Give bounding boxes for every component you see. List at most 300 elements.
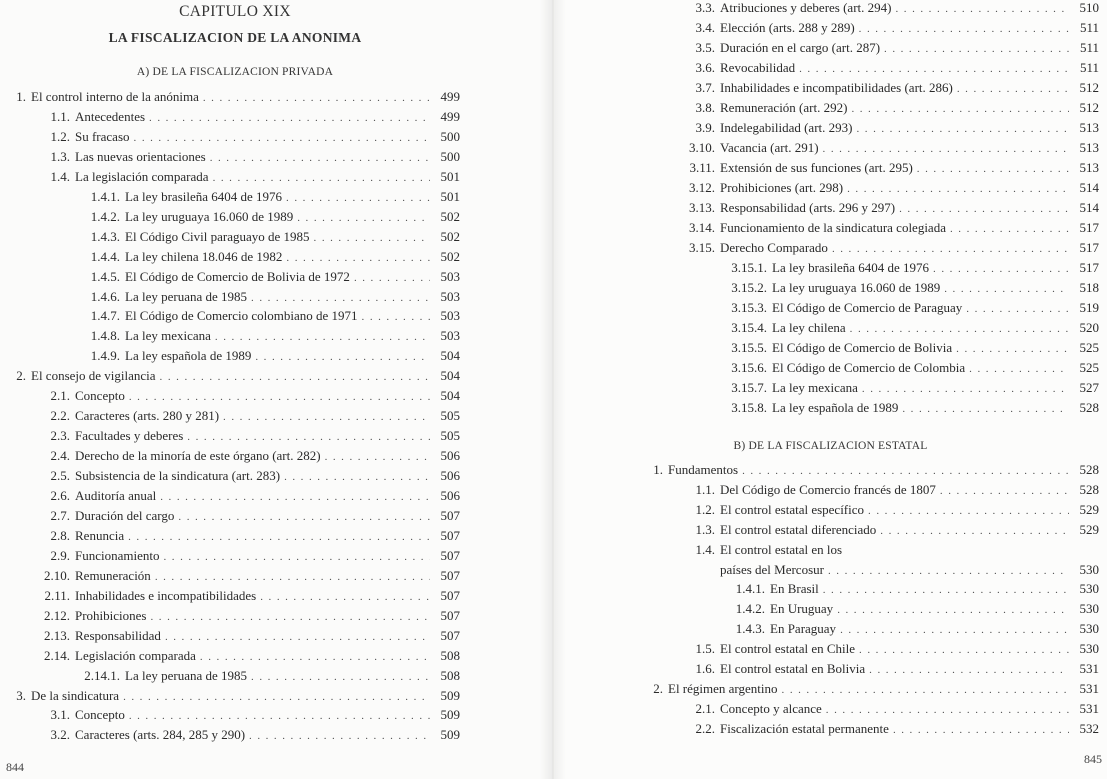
toc-entry-page: 502 — [440, 228, 460, 244]
dot-leader — [314, 228, 430, 248]
toc-entry-title: El consejo de vigilancia — [31, 368, 156, 384]
toc-entry — [30, 127, 460, 147]
toc-entry-title: Remuneración (art. 292) — [720, 100, 848, 115]
toc-entry-title: La ley uruguaya 16.060 de 1989 — [125, 208, 294, 224]
toc-entry-title: Revocabilidad — [720, 60, 796, 75]
toc-entry-number: 1.3. — [50, 148, 70, 164]
toc-entry-page: 509 — [440, 707, 460, 723]
toc-entry — [673, 480, 1099, 500]
toc-entry-page: 503 — [440, 268, 460, 284]
toc-entry-page: 525 — [1079, 360, 1099, 375]
toc-entry — [70, 227, 460, 247]
dot-leader — [899, 199, 1069, 219]
dot-leader — [823, 139, 1069, 159]
page-number-right: 845 — [1084, 752, 1102, 766]
toc-entry-title: Responsabilidad — [75, 627, 161, 643]
section-a-heading: A) DE LA FISCALIZACION PRIVADA — [136, 66, 334, 78]
dot-leader — [149, 108, 430, 128]
dot-leader — [823, 580, 1069, 600]
toc-entry-title: En Paraguay — [770, 621, 837, 637]
dot-leader — [782, 680, 1069, 700]
toc-entry-number: 3.9. — [695, 120, 715, 135]
toc-entry-title: países del Mercosur — [720, 561, 824, 577]
toc-entry-title: El régimen argentino — [668, 680, 778, 696]
toc-entry-title: Funcionamiento — [75, 547, 160, 563]
toc-entry — [70, 666, 460, 686]
toc-entry-number: 2.1. — [695, 700, 715, 716]
toc-entry-title: La ley brasileña 6404 de 1976 — [772, 260, 930, 275]
toc-entry-page: 512 — [1079, 80, 1099, 95]
dot-leader — [210, 148, 430, 168]
toc-entry — [70, 287, 460, 307]
toc-entry-page: 528 — [1079, 481, 1099, 497]
toc-entry — [669, 138, 1099, 158]
dot-leader — [832, 239, 1069, 259]
toc-entry-page: 514 — [1079, 180, 1099, 195]
toc-entry-number: 3.15.8. — [731, 400, 767, 415]
toc-entry-page: 531 — [1079, 661, 1099, 676]
toc-entry-title: El Código Civil paraguayo de 1985 — [125, 228, 310, 244]
toc-entry — [673, 520, 1099, 540]
toc-entry-number: 1.4.3. — [90, 228, 120, 244]
toc-entry-title: La ley peruana de 1985 — [125, 667, 248, 683]
toc-entry-number: 1.4. — [695, 541, 715, 557]
toc-entry-title: De la sindicatura — [31, 687, 120, 703]
toc-entry-title: La ley mexicana — [125, 328, 211, 344]
toc-entry-title: Responsabilidad (arts. 296 y 297) — [720, 200, 896, 215]
toc-entry-page: 501 — [440, 168, 460, 184]
toc-entry-number: 3.10. — [689, 140, 715, 155]
dot-leader — [969, 359, 1069, 379]
toc-entry-page: 501 — [440, 188, 460, 204]
dot-leader — [255, 347, 430, 367]
toc-entry — [70, 207, 460, 227]
toc-entry-page: 514 — [1079, 200, 1099, 215]
toc-entry-page: 528 — [1079, 462, 1099, 477]
toc-entry-number: 1.4. — [50, 168, 70, 184]
toc-entry — [30, 107, 460, 127]
toc-entry-title: Del Código de Comercio francés de 1807 — [720, 481, 936, 497]
dot-leader — [742, 461, 1069, 481]
toc-entry-title: El Código de Comercio de Bolivia — [772, 340, 953, 355]
toc-entry-number: 2.4. — [50, 448, 70, 464]
toc-entry-number: 1. — [16, 89, 26, 104]
chapter-heading: CAPITULO XIX — [179, 3, 291, 20]
dot-leader — [893, 720, 1069, 740]
dot-leader — [956, 339, 1069, 359]
toc-entry — [30, 446, 460, 466]
toc-entry-number: 2.14. — [44, 647, 70, 663]
toc-entry — [673, 699, 1099, 719]
toc-entry-number: 2.8. — [50, 527, 70, 543]
toc-entry-number: 1.4.8. — [90, 328, 120, 344]
toc-entry-title: Antecedentes — [75, 108, 146, 124]
toc-entry — [70, 187, 460, 207]
toc-entry-number: 3.15.1. — [731, 260, 767, 275]
toc-entry-number: 3.15.3. — [731, 300, 767, 315]
toc-entry — [30, 406, 460, 426]
toc-entry-number: 1.4.1. — [735, 581, 765, 597]
toc-entry-number: 3.1. — [50, 707, 70, 723]
toc-entry — [669, 218, 1099, 238]
toc-entry-number: 1.1. — [695, 481, 715, 497]
toc-entry-number: 3.15.5. — [731, 340, 767, 355]
toc-entry — [721, 599, 1099, 619]
toc-entry — [673, 540, 1099, 560]
toc-entry-title: La ley mexicana — [772, 380, 858, 395]
toc-entry-page: 511 — [1079, 40, 1099, 55]
toc-entry-number: 2.12. — [44, 607, 70, 623]
toc-entry — [30, 486, 460, 506]
toc-entry-page: 499 — [440, 108, 460, 124]
dot-leader — [260, 587, 430, 607]
toc-entry-number: 3.15.4. — [731, 320, 767, 335]
toc-entry-page: 529 — [1079, 521, 1099, 537]
toc-entry-page: 507 — [440, 547, 460, 563]
toc-entry-page: 505 — [440, 428, 460, 444]
toc-entry — [709, 398, 1099, 418]
toc-entry-title: La ley española de 1989 — [772, 400, 899, 415]
toc-entry-number: 1.4.6. — [90, 288, 120, 304]
toc-entry-number: 2.7. — [50, 507, 70, 523]
toc-entry-page: 503 — [440, 308, 460, 324]
dot-leader — [128, 527, 430, 547]
toc-entry-title: Caracteres (arts. 284, 285 y 290) — [75, 727, 246, 743]
left-page — [0, 0, 553, 779]
toc-entry-page: 507 — [440, 507, 460, 523]
toc-entry-page: 519 — [1079, 300, 1099, 315]
toc-entry-title: Elección (arts. 288 y 289) — [720, 20, 855, 35]
toc-entry-title: El control estatal en Chile — [720, 641, 856, 657]
dot-leader — [837, 600, 1069, 620]
dot-leader — [151, 607, 431, 627]
toc-entry — [30, 586, 460, 606]
toc-entry-page: 504 — [440, 388, 460, 404]
toc-entry-page: 503 — [440, 328, 460, 344]
toc-entry-page: 506 — [440, 448, 460, 464]
toc-entry — [669, 238, 1099, 258]
toc-entry-page: 508 — [440, 647, 460, 663]
toc-entry-title: La ley chilena — [772, 320, 846, 335]
toc-entry — [30, 526, 460, 546]
toc-entry-number: 1.3. — [695, 521, 715, 537]
dot-leader — [850, 319, 1069, 339]
toc-entry-number: 2.2. — [50, 408, 70, 424]
toc-entry — [30, 626, 460, 646]
toc-entry — [30, 546, 460, 566]
toc-entry — [673, 659, 1099, 679]
dot-leader — [178, 507, 430, 527]
dot-leader — [160, 487, 430, 507]
toc-entry-title: Concepto — [75, 388, 125, 404]
toc-entry — [70, 247, 460, 267]
toc-entry-title: Inhabilidades e incompatibilidades (art. 286) — [720, 80, 953, 95]
toc-entry — [70, 346, 460, 366]
toc-entry-page: 502 — [440, 248, 460, 264]
dot-leader — [187, 427, 430, 447]
dot-leader — [354, 268, 430, 288]
toc-entry-number: 3.4. — [695, 20, 715, 35]
toc-entry-page: 513 — [1079, 140, 1099, 155]
toc-entry-page: 528 — [1079, 400, 1099, 415]
dot-leader — [213, 168, 430, 188]
toc-entry-number: 1.4.3. — [735, 621, 765, 637]
toc-entry-page: 531 — [1079, 700, 1099, 716]
toc-entry-title: Subsistencia de la sindicatura (art. 283) — [75, 468, 281, 484]
toc-entry-page: 507 — [440, 587, 460, 603]
toc-entry-page: 511 — [1079, 60, 1099, 75]
toc-entry-title: Fundamentos — [668, 462, 739, 477]
toc-entry-title: Extensión de sus funciones (art. 295) — [720, 160, 913, 175]
dot-leader — [799, 59, 1069, 79]
dot-leader — [862, 379, 1069, 399]
toc-entry-page: 525 — [1079, 340, 1099, 355]
dot-leader — [164, 547, 431, 567]
toc-entry-title: Derecho de la minoría de este órgano (art. 282) — [75, 448, 321, 464]
toc-entry-page: 530 — [1079, 561, 1099, 577]
toc-entry — [721, 579, 1099, 599]
toc-entry-title: La ley española de 1989 — [125, 348, 252, 364]
toc-entry — [30, 147, 460, 167]
toc-entry-page: 513 — [1079, 120, 1099, 135]
dot-leader — [851, 99, 1069, 119]
toc-entry-number: 1.2. — [695, 501, 715, 517]
toc-entry-page: 504 — [440, 348, 460, 364]
toc-entry-number: 3.15.6. — [731, 360, 767, 375]
toc-entry — [709, 258, 1099, 278]
toc-entry-number: 3.15.2. — [731, 280, 767, 295]
dot-leader — [215, 327, 430, 347]
toc-entry-number: 1.4.9. — [90, 348, 120, 364]
toc-entry-title: La ley uruguaya 16.060 de 1989 — [772, 280, 941, 295]
dot-leader — [325, 447, 430, 467]
toc-entry-page: 513 — [1079, 160, 1099, 175]
toc-entry — [30, 167, 460, 187]
toc-entry — [709, 298, 1099, 318]
dot-leader — [880, 521, 1069, 541]
toc-entry-number: 3.13. — [689, 200, 715, 215]
toc-entry-number: 2.1. — [50, 388, 70, 404]
dot-leader — [249, 726, 430, 746]
dot-leader — [884, 39, 1069, 59]
toc-entry-number: 3.15. — [689, 240, 715, 255]
toc-entry-number: 3.15.7. — [731, 380, 767, 395]
toc-entry-page: 530 — [1079, 601, 1099, 617]
dot-leader — [286, 188, 430, 208]
toc-entry-number: 1.4.4. — [90, 248, 120, 264]
dot-leader — [828, 561, 1069, 581]
toc-entry-title: La ley peruana de 1985 — [125, 288, 248, 304]
toc-entry-title: Su fracaso — [75, 128, 130, 144]
toc-entry-number: 2.3. — [50, 428, 70, 444]
toc-entry-title: Caracteres (arts. 280 y 281) — [75, 408, 220, 424]
toc-entry — [30, 466, 460, 486]
toc-entry-number: 3.6. — [695, 60, 715, 75]
toc-entry-number: 3.2. — [50, 727, 70, 743]
toc-entry-number: 2.11. — [44, 587, 70, 603]
toc-entry-number: 1. — [653, 462, 663, 477]
toc-entry — [709, 338, 1099, 358]
dot-leader — [251, 667, 430, 687]
toc-entry-page: 517 — [1079, 260, 1099, 275]
toc-entry — [70, 306, 460, 326]
toc-entry-title: En Brasil — [770, 581, 819, 597]
toc-entry — [30, 606, 460, 626]
dot-leader — [933, 259, 1069, 279]
toc-entry-number: 3.12. — [689, 180, 715, 195]
toc-entry-title: El control estatal en los — [720, 541, 843, 557]
toc-entry-page: 506 — [440, 468, 460, 484]
toc-entry-number: 3.3. — [695, 0, 715, 15]
dot-leader — [297, 208, 430, 228]
dot-leader — [859, 640, 1069, 660]
right-page — [553, 0, 1107, 779]
toc-entry — [649, 460, 1099, 480]
toc-entry-page: 504 — [440, 368, 460, 384]
toc-entry-page: 527 — [1079, 380, 1099, 395]
dot-leader — [957, 79, 1069, 99]
toc-entry — [669, 158, 1099, 178]
toc-entry — [709, 278, 1099, 298]
dot-leader — [129, 387, 430, 407]
toc-entry-number: 2. — [16, 368, 26, 384]
toc-entry-page: 502 — [440, 208, 460, 224]
dot-leader — [826, 700, 1069, 720]
toc-entry-title: El control interno de la anónima — [31, 89, 199, 104]
dot-leader — [917, 159, 1069, 179]
toc-entry — [669, 118, 1099, 138]
toc-entry-number: 2. — [653, 680, 663, 696]
toc-entry — [673, 560, 1099, 580]
toc-entry-title: Fiscalización estatal permanente — [720, 720, 889, 736]
toc-entry-page: 507 — [440, 627, 460, 643]
toc-entry-page: 529 — [1079, 501, 1099, 517]
toc-entry — [6, 366, 460, 386]
toc-entry-page: 518 — [1079, 280, 1099, 295]
toc-entry — [649, 679, 1099, 699]
toc-entry-title: Facultades y deberes — [75, 428, 184, 444]
toc-entry — [709, 378, 1099, 398]
toc-entry-title: Prohibiciones (art. 298) — [720, 180, 844, 195]
toc-entry-number: 3.8. — [695, 100, 715, 115]
dot-leader — [966, 299, 1069, 319]
toc-entry-page: 507 — [440, 607, 460, 623]
toc-entry-title: Duración en el cargo (art. 287) — [720, 40, 881, 55]
toc-entry-page: 505 — [440, 408, 460, 424]
toc-entry-title: La ley brasileña 6404 de 1976 — [125, 188, 283, 204]
dot-leader — [840, 620, 1069, 640]
toc-entry-title: Las nuevas orientaciones — [75, 148, 206, 164]
toc-entry-page: 520 — [1079, 320, 1099, 335]
toc-entry-number: 1.2. — [50, 128, 70, 144]
dot-leader — [123, 687, 430, 707]
toc-entry — [709, 358, 1099, 378]
dot-leader — [165, 627, 430, 647]
toc-entry — [721, 619, 1099, 639]
toc-entry — [669, 198, 1099, 218]
toc-entry — [673, 639, 1099, 659]
toc-entry-number: 2.14.1. — [84, 667, 120, 683]
toc-entry-title: Concepto — [75, 707, 125, 723]
toc-entry-title: En Uruguay — [770, 601, 834, 617]
dot-leader — [944, 279, 1069, 299]
toc-entry-title: El Código de Comercio de Colombia — [772, 360, 966, 375]
toc-entry-title: Auditoría anual — [75, 488, 157, 503]
toc-entry-title: Indelegabilidad (art. 293) — [720, 120, 853, 135]
dot-leader — [847, 179, 1069, 199]
dot-leader — [856, 119, 1069, 139]
toc-entry-number: 2.13. — [44, 627, 70, 643]
dot-leader — [223, 407, 430, 427]
toc-entry — [30, 646, 460, 666]
toc-entry-page: 503 — [440, 288, 460, 304]
dot-leader — [869, 660, 1069, 680]
toc-entry-number: 3.14. — [689, 220, 715, 235]
toc-entry-page: 509 — [440, 727, 460, 743]
toc-entry — [709, 318, 1099, 338]
toc-entry-title: Renuncia — [75, 527, 125, 543]
dot-leader — [362, 307, 430, 327]
book-gutter-shadow — [540, 0, 566, 779]
toc-entry-title: Funcionamiento de la sindicatura colegiada — [720, 220, 946, 235]
toc-entry-title: El Código de Comercio de Paraguay — [772, 300, 963, 315]
toc-entry-number: 1.4.7. — [90, 308, 120, 324]
toc-entry-number: 1.1. — [50, 108, 70, 124]
toc-entry-title: La legislación comparada — [75, 168, 209, 184]
toc-entry-number: 1.4.2. — [90, 208, 120, 224]
toc-entry — [669, 38, 1099, 58]
dot-leader — [155, 567, 430, 587]
toc-entry-number: 1.4.5. — [90, 268, 120, 284]
toc-entry-page: 500 — [440, 128, 460, 144]
dot-leader — [160, 367, 430, 387]
dot-leader — [868, 501, 1069, 521]
dot-leader — [859, 19, 1069, 39]
toc-entry-page: 509 — [440, 687, 460, 703]
toc-entry-title: Concepto y alcance — [720, 700, 822, 716]
section-b-heading: B) DE LA FISCALIZACION ESTATAL — [733, 440, 928, 452]
toc-entry-title: Inhabilidades e incompatibilidades — [75, 587, 257, 603]
dot-leader — [940, 481, 1069, 501]
toc-entry — [669, 98, 1099, 118]
toc-entry-title: El control estatal diferenciado — [720, 521, 877, 537]
page-number-left: 844 — [6, 760, 24, 774]
toc-entry — [673, 500, 1099, 520]
toc-entry-title: El control estatal específico — [720, 501, 865, 517]
toc-entry-title: El control estatal en Bolivia — [720, 661, 866, 676]
toc-entry-title: Duración del cargo — [75, 507, 175, 523]
toc-entry — [669, 78, 1099, 98]
dot-leader — [200, 647, 430, 667]
toc-entry-title: La ley chilena 18.046 de 1982 — [125, 248, 283, 264]
dot-leader — [286, 248, 430, 268]
toc-entry — [70, 326, 460, 346]
toc-entry-page: 508 — [440, 667, 460, 683]
toc-entry-title: El Código de Comercio colombiano de 1971 — [125, 308, 358, 324]
toc-entry-title: Remuneración — [75, 567, 151, 583]
toc-entry-number: 1.4.1. — [90, 188, 120, 204]
toc-entry-page: 510 — [1079, 0, 1099, 15]
toc-entry — [30, 566, 460, 586]
toc-entry-title: Vacancia (art. 291) — [720, 140, 819, 155]
dot-leader — [902, 399, 1069, 419]
toc-entry-number: 1.5. — [695, 641, 715, 657]
toc-entry-title: Atribuciones y deberes (art. 294) — [720, 0, 892, 15]
toc-entry-page: 507 — [440, 567, 460, 583]
dot-leader — [251, 288, 430, 308]
toc-entry-page: 507 — [440, 527, 460, 543]
toc-entry — [30, 506, 460, 526]
